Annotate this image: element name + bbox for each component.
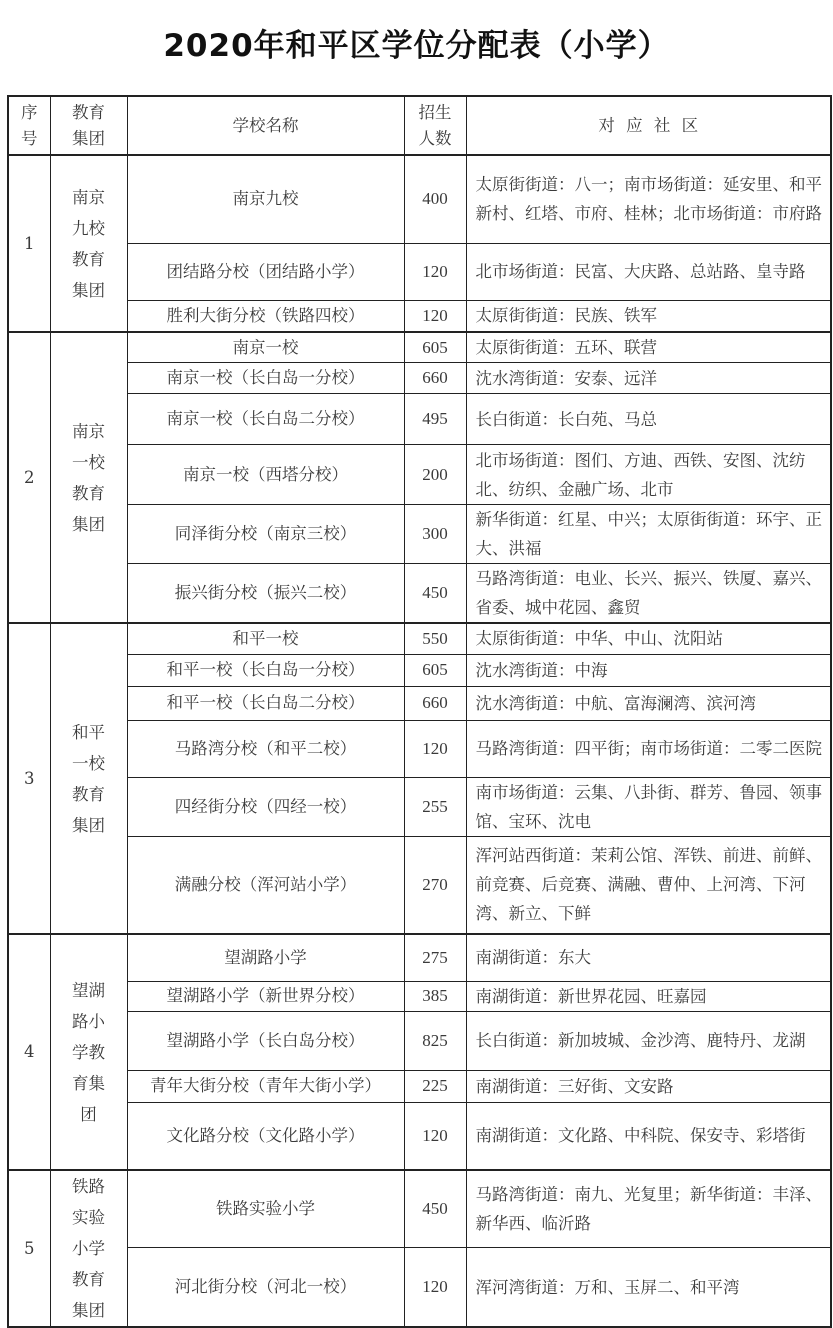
table-row [8, 1011, 831, 1070]
group-seq: 2 [8, 332, 50, 623]
enrollment-count: 120 [404, 243, 466, 300]
group-seq: 4 [8, 934, 50, 1170]
school-name: 和平一校 [127, 623, 404, 654]
enrollment-count: 120 [404, 300, 466, 332]
table-row [8, 1170, 831, 1248]
school-name: 望湖路小学（新世界分校） [127, 981, 404, 1011]
table-row [8, 981, 831, 1011]
community-list: 沈水湾街道：中海 [466, 654, 831, 686]
group-seq: 5 [8, 1170, 50, 1327]
school-name: 南京九校 [127, 155, 404, 243]
school-name: 振兴街分校（振兴二校） [127, 564, 404, 624]
group-seq: 3 [8, 623, 50, 934]
school-name: 马路湾分校（和平二校） [127, 720, 404, 777]
community-list: 马路湾街道：四平街；南市场街道：二零二医院 [466, 720, 831, 777]
school-name: 南京一校（长白岛一分校） [127, 363, 404, 394]
table-row [8, 363, 831, 394]
school-name: 青年大街分校（青年大街小学） [127, 1070, 404, 1102]
table-row [8, 934, 831, 981]
community-list: 沈水湾街道：中航、富海澜湾、滨河湾 [466, 686, 831, 720]
enrollment-count: 300 [404, 505, 466, 564]
school-name: 文化路分校（文化路小学） [127, 1102, 404, 1170]
school-name: 四经街分校（四经一校） [127, 777, 404, 836]
enrollment-count: 200 [404, 445, 466, 505]
community-list: 南湖街道：东大 [466, 934, 831, 981]
community-list: 沈水湾街道：安泰、远洋 [466, 363, 831, 394]
table-row [8, 1102, 831, 1170]
enrollment-count: 275 [404, 934, 466, 981]
community-list: 北市场街道：图们、方迪、西铁、安图、沈纺北、纺织、金融广场、北市 [466, 445, 831, 505]
header-count [404, 96, 466, 155]
header-group [50, 96, 127, 155]
table-row [8, 394, 831, 445]
enrollment-count: 120 [404, 1102, 466, 1170]
community-list: 长白街道：新加坡城、金沙湾、鹿特丹、龙湖 [466, 1011, 831, 1070]
school-name: 南京一校（西塔分校） [127, 445, 404, 505]
enrollment-count: 120 [404, 720, 466, 777]
enrollment-count: 550 [404, 623, 466, 654]
enrollment-count: 385 [404, 981, 466, 1011]
community-list: 新华街道：红星、中兴；太原街街道：环宇、正大、洪福 [466, 505, 831, 564]
group-name: 铁路实验小学教育集团 [50, 1170, 127, 1327]
header-seq-label: 序号 [21, 102, 38, 148]
group-seq: 1 [8, 155, 50, 332]
header-group-label: 教育集团 [72, 102, 105, 148]
school-name: 铁路实验小学 [127, 1170, 404, 1248]
group-name: 南京九校教育集团 [50, 155, 127, 332]
enrollment-count: 605 [404, 654, 466, 686]
community-list: 太原街街道：五环、联营 [466, 332, 831, 363]
community-list: 浑河湾街道：万和、玉屏二、和平湾 [466, 1248, 831, 1327]
table-row [8, 505, 831, 564]
enrollment-count: 450 [404, 564, 466, 624]
community-list: 太原街街道：中华、中山、沈阳站 [466, 623, 831, 654]
community-list: 南湖街道：文化路、中科院、保安寺、彩塔街 [466, 1102, 831, 1170]
community-list: 长白街道：长白苑、马总 [466, 394, 831, 445]
group-name: 南京一校教育集团 [50, 332, 127, 623]
table-row [8, 243, 831, 300]
table-row [8, 720, 831, 777]
community-list: 浑河站西街道：茉莉公馆、浑铁、前进、前鲜、前竞赛、后竞赛、满融、曹仲、上河湾、下河湾、新立、下鲜 [466, 836, 831, 934]
school-name: 和平一校（长白岛二分校） [127, 686, 404, 720]
enrollment-count: 660 [404, 686, 466, 720]
table-row [8, 623, 831, 654]
enrollment-count: 450 [404, 1170, 466, 1248]
school-allocation-table [7, 95, 832, 1328]
table-row [8, 686, 831, 720]
school-name: 和平一校（长白岛一分校） [127, 654, 404, 686]
header-school: 学校名称 [127, 96, 404, 155]
page-title: 2020年和平区学位分配表（小学） [163, 28, 670, 64]
community-list: 南市场街道：云集、八卦街、群芳、鲁园、领事馆、宝环、沈电 [466, 777, 831, 836]
table-row [8, 836, 831, 934]
table-row [8, 1248, 831, 1327]
community-list: 太原街街道：八一；南市场街道：延安里、和平新村、红塔、市府、桂林；北市场街道：市府路 [466, 155, 831, 243]
table-row [8, 445, 831, 505]
school-name: 胜利大街分校（铁路四校） [127, 300, 404, 332]
header-seq [8, 96, 50, 155]
community-list: 马路湾街道：电业、长兴、振兴、铁厦、嘉兴、省委、城中花园、鑫贸 [466, 564, 831, 624]
table-row [8, 332, 831, 363]
school-name: 南京一校 [127, 332, 404, 363]
school-name: 河北街分校（河北一校） [127, 1248, 404, 1327]
enrollment-count: 605 [404, 332, 466, 363]
community-list: 北市场街道：民富、大庆路、总站路、皇寺路 [466, 243, 831, 300]
header-count-label: 招生人数 [418, 102, 452, 148]
enrollment-count: 660 [404, 363, 466, 394]
group-name: 和平一校教育集团 [50, 623, 127, 934]
community-list: 南湖街道：三好街、文安路 [466, 1070, 831, 1102]
enrollment-count: 270 [404, 836, 466, 934]
enrollment-count: 255 [404, 777, 466, 836]
table-row [8, 654, 831, 686]
header-community: 对 应 社 区 [466, 96, 831, 155]
enrollment-count: 825 [404, 1011, 466, 1070]
community-list: 太原街街道：民族、铁军 [466, 300, 831, 332]
table-row [8, 155, 831, 243]
table-row [8, 564, 831, 624]
school-name: 团结路分校（团结路小学） [127, 243, 404, 300]
table-row [8, 300, 831, 332]
table-header-row [8, 96, 831, 155]
school-name: 望湖路小学 [127, 934, 404, 981]
school-name: 南京一校（长白岛二分校） [127, 394, 404, 445]
enrollment-count: 400 [404, 155, 466, 243]
table-row [8, 777, 831, 836]
enrollment-count: 225 [404, 1070, 466, 1102]
school-name: 同泽街分校（南京三校） [127, 505, 404, 564]
enrollment-count: 120 [404, 1248, 466, 1327]
community-list: 马路湾街道：南九、光复里；新华街道：丰泽、新华西、临沂路 [466, 1170, 831, 1248]
enrollment-count: 495 [404, 394, 466, 445]
community-list: 南湖街道：新世界花园、旺嘉园 [466, 981, 831, 1011]
group-name: 望湖路小学教育集团 [50, 934, 127, 1170]
school-name: 满融分校（浑河站小学） [127, 836, 404, 934]
school-name: 望湖路小学（长白岛分校） [127, 1011, 404, 1070]
table-row [8, 1070, 831, 1102]
